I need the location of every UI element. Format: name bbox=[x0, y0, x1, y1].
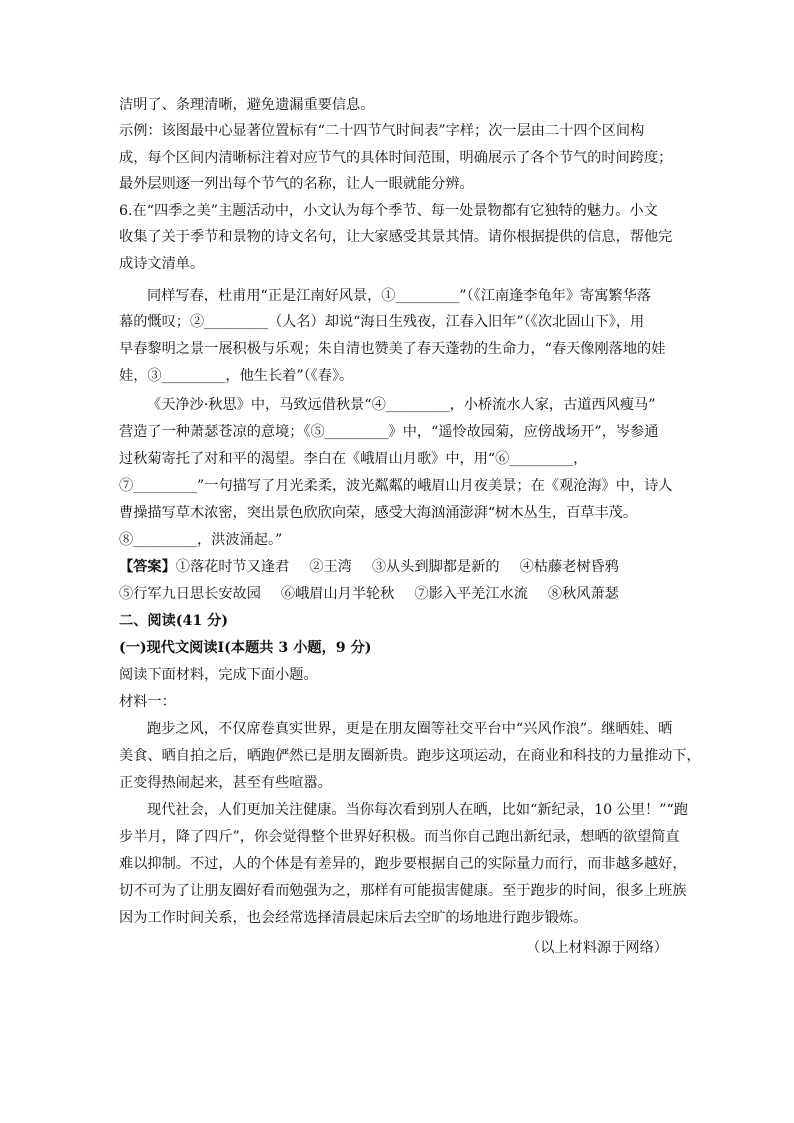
answer-row-2 bbox=[119, 584, 639, 604]
answer-row-1 bbox=[119, 557, 639, 577]
answer-item: ⑦影入平羌江水流 bbox=[414, 586, 528, 602]
answer-label: 【答案】 bbox=[119, 559, 176, 575]
text-line: 洁明了、条理清晰，避免遗漏重要信息。 bbox=[119, 97, 375, 113]
reading-line: 美食、晒自拍之后，晒跑俨然已是朋友圈新贵。跑步这项运动，在商业和科技的力量推动下， bbox=[119, 748, 701, 764]
reading-line: 因为工作时间关系，也会经常选择清晨起床后去空旷的场地进行跑步锻炼。 bbox=[119, 910, 588, 926]
poem-paragraph-line: 同样写春，杜甫用“正是江南好风景，①_________”（《江南逢李龟年》寄寓繁华落 bbox=[147, 288, 651, 304]
answer-item: ②王湾 bbox=[309, 559, 352, 575]
answer-item: ④枯藤老树昏鸦 bbox=[519, 559, 619, 575]
answer-item: ③从头到脚都是新的 bbox=[371, 559, 500, 575]
reading-line: 现代社会，人们更加关注健康。当你每次看到别人在晒，比如“新纪录，10 公里！”“跑 bbox=[147, 802, 688, 818]
poem-paragraph-line: 曹操描写草木浓密，突出景色欣欣向荣，感受大海汹涌澎湃“树木丛生，百草丰茂。 bbox=[119, 505, 638, 521]
answer-item: ⑤行军九日思长安故园 bbox=[119, 586, 261, 602]
answer-item: ⑥峨眉山月半轮秋 bbox=[280, 586, 395, 602]
source-note: （以上材料源于网络） bbox=[526, 940, 668, 956]
poem-paragraph-line: ⑦_________”一句描写了月光柔柔，波光粼粼的峨眉山月夜美景；在《观沧海》中，诗人 bbox=[119, 478, 673, 494]
reading-line: 跑步之风，不仅席卷真实世界，更是在朋友圈等社交平台中“兴风作浪”。继晒娃、晒 bbox=[147, 721, 673, 737]
poem-paragraph-line: 娃，③_________，他生长着”（《春》。 bbox=[119, 368, 354, 384]
material-label: 材料一： bbox=[119, 694, 176, 710]
answer-item: ①落花时节又逢君 bbox=[175, 559, 290, 575]
text-line: 阅读下面材料，完成下面小题。 bbox=[119, 667, 318, 683]
poem-paragraph-line: 幕的慨叹；②_________（人名）却说“海日生残夜，江春入旧年”（《次北固山下》，用 bbox=[119, 314, 645, 330]
reading-line: 步半月，降了四斤”，你会觉得整个世界好积极。而当你自己跑出新纪录，想晒的欲望简直 bbox=[119, 829, 680, 845]
answer-item: ⑧秋风萧瑟 bbox=[547, 586, 619, 602]
reading-line: 难以抑制。不过，人的个体是有差异的，跑步要根据自己的实际量力而行，而非越多越好， bbox=[119, 856, 687, 872]
text-line: 收集了关于季节和景物的诗文名句，让大家感受其景其情。请你根据提供的信息，帮他完 bbox=[119, 229, 673, 245]
text-line: 成诗文清单。 bbox=[119, 256, 205, 272]
text-line: 示例：该图最中心显著位置标有“二十四节气时间表”字样；次一层由二十四个区间构 bbox=[119, 123, 645, 139]
poem-paragraph-line: 过秋菊寄托了对和平的渴望。李白在《峨眉山月歌》中，用“⑥_________， bbox=[119, 451, 588, 467]
poem-paragraph-line: ⑧_________，洪波涌起。” bbox=[119, 532, 283, 548]
poem-paragraph-line: 《天净沙·秋思》中，马致远借秋景“④_________，小桥流水人家，古道西风瘦马” bbox=[147, 397, 656, 413]
text-line: 最外层则逐一列出每个节气的名称，让人一眼就能分辨。 bbox=[119, 176, 474, 192]
poem-paragraph-line: 早春黎明之景一展积极与乐观；朱自清也赞美了春天蓬勃的生命力，“春天像刚落地的娃 bbox=[119, 341, 666, 357]
poem-paragraph-line: 营造了一种萧瑟苍凉的意境；《⑤_________》中，“遥怜故园菊，应傍战场开”，岑参通 bbox=[119, 424, 659, 440]
reading-line: 正变得热闹起来，甚至有些喧嚣。 bbox=[119, 775, 332, 791]
subsection-heading: (一)现代文阅读Ⅰ(本题共 3 小题，9 分) bbox=[119, 640, 372, 656]
question-6-line: 6.在“四季之美”主题活动中，小文认为每个季节、每一处景物都有它独特的魅力。小文 bbox=[119, 203, 658, 219]
section-heading: 二、阅读(41 分) bbox=[119, 613, 229, 629]
text-line: 成，每个区间内清晰标注着对应节气的具体时间范围，明确展示了各个节气的时间跨度； bbox=[119, 150, 673, 166]
reading-line: 切不可为了让朋友圈好看而勉强为之，那样有可能损害健康。至于跑步的时间，很多上班族 bbox=[119, 883, 687, 899]
